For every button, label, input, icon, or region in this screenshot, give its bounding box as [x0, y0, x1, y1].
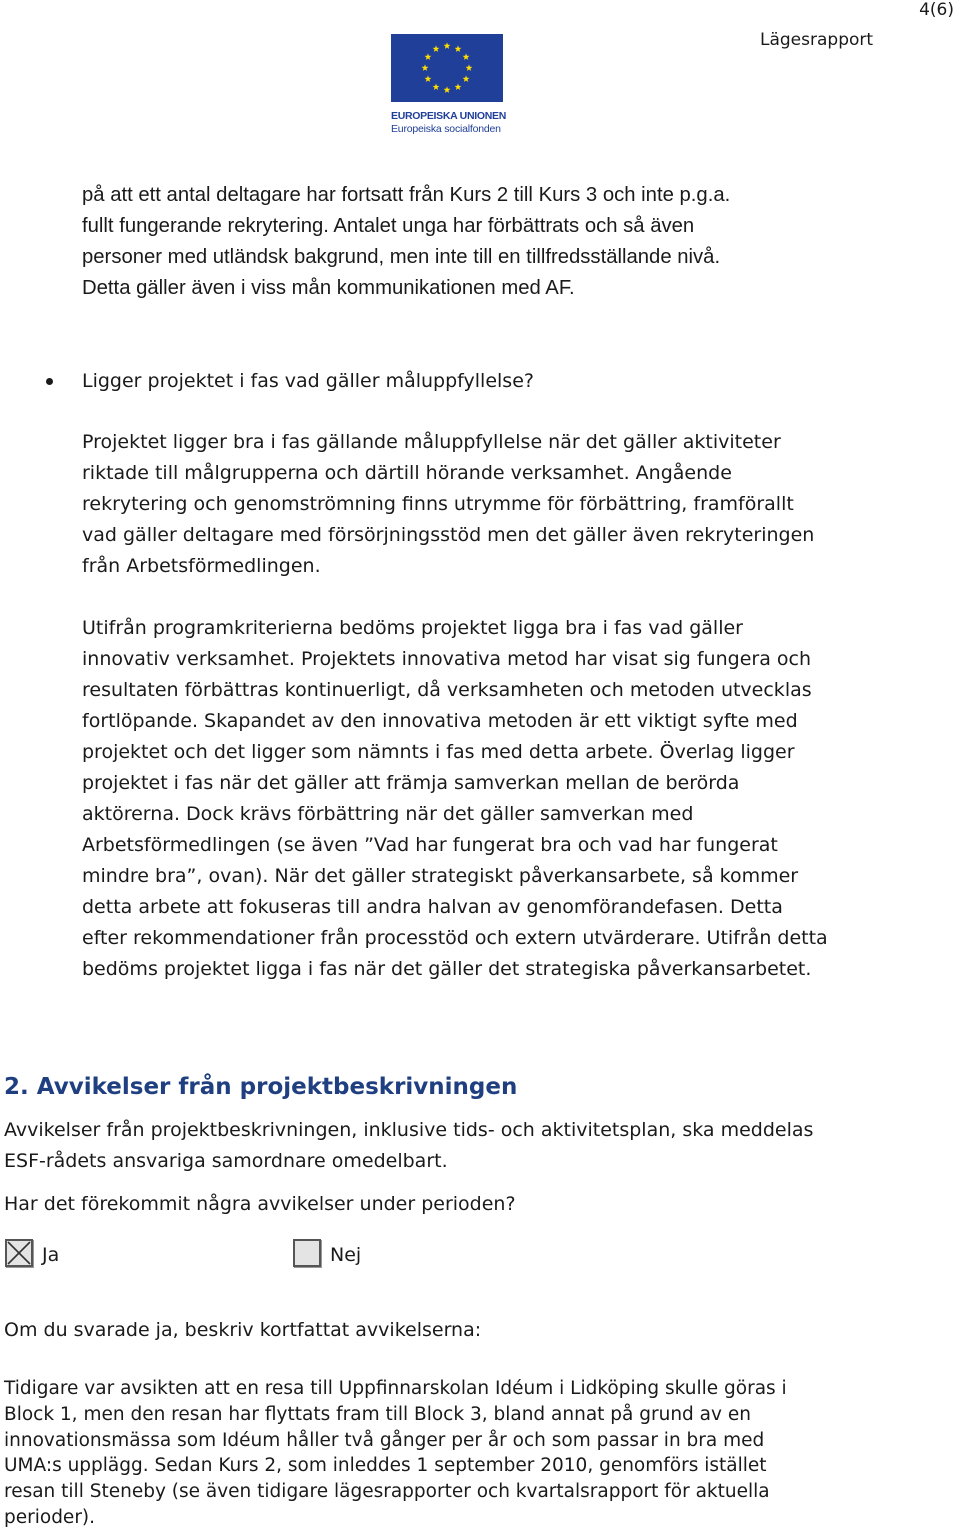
- section-heading: 2. Avvikelser från projektbeskrivningen: [4, 1074, 518, 1100]
- text-line: från Arbetsförmedlingen.: [82, 555, 321, 577]
- text-line: projektet och det ligger som nämnts i fas med detta arbete. Överlag ligger: [82, 741, 795, 763]
- star-icon: [433, 45, 440, 52]
- text-line: Utifrån programkriterierna bedöms projektet ligga bra i fas vad gäller: [82, 617, 743, 639]
- text-line: bedöms projektet ligga i fas när det gäller det strategiska påverkansarbetet.: [82, 958, 812, 980]
- checkbox-nej-label: Nej: [330, 1244, 362, 1266]
- text-line: aktörerna. Dock krävs förbättring när det gäller samverkan med: [82, 803, 694, 825]
- checkbox-ja-label: Ja: [42, 1244, 60, 1266]
- text-line: på att ett antal deltagare har fortsatt från Kurs 2 till Kurs 3 och inte p.g.a.: [82, 184, 731, 206]
- star-icon: [425, 75, 432, 82]
- logo-line-2: Europeiska socialfonden: [391, 123, 501, 135]
- text-line: riktade till målgrupperna och därtill hörande verksamhet. Angående: [82, 462, 732, 484]
- star-icon: [422, 64, 429, 71]
- text-line: innovationsmässa som Idéum håller två gånger per år och som passar in bra med: [4, 1429, 765, 1451]
- star-icon: [463, 53, 470, 60]
- paragraph-3: [82, 613, 942, 985]
- text-line: rekrytering och genomströmning finns utrymme för förbättring, framförallt: [82, 493, 794, 515]
- text-line: ESF-rådets ansvariga samordnare omedelbart.: [4, 1150, 448, 1172]
- star-icon: [455, 45, 462, 52]
- text-line: vad gäller deltagare med försörjningsstöd men det gäller även rekryteringen: [82, 524, 815, 546]
- text-line: fortlöpande. Skapandet av den innovativa metoden är ett viktigt syfte med: [82, 710, 798, 732]
- paragraph-1: [82, 180, 942, 304]
- star-icon: [433, 83, 440, 90]
- star-icon: [444, 86, 451, 93]
- text-line: mindre bra”, ovan). När det gäller strategiskt påverkansarbete, så kommer: [82, 865, 799, 887]
- text-line: personer med utländsk bakgrund, men inte till en tillfredsställande nivå.: [82, 246, 721, 268]
- followup-question: Om du svarade ja, beskriv kortfattat avvikelserna:: [4, 1319, 482, 1341]
- text-line: fullt fungerande rekrytering. Antalet unga har förbättrats och så även: [82, 215, 695, 237]
- star-icon: [466, 64, 473, 71]
- star-icon: [455, 83, 462, 90]
- running-title: Lägesrapport: [760, 30, 874, 50]
- star-icon: [444, 42, 451, 49]
- bullet-icon: [46, 378, 53, 385]
- text-line: Detta gäller även i viss mån kommunikationen med AF.: [82, 277, 575, 299]
- text-line: UMA:s upplägg. Sedan Kurs 2, som inleddes 1 september 2010, genomförs istället: [4, 1455, 767, 1477]
- checkbox-nej[interactable]: [293, 1239, 321, 1267]
- question-goal-fulfilment: Ligger projektet i fas vad gäller måluppfyllelse?: [82, 370, 534, 392]
- text-line: efter rekommendationer från processtöd och extern utvärderare. Utifrån detta: [82, 927, 828, 949]
- checkbox-ja[interactable]: [5, 1239, 33, 1267]
- question-deviations: Har det förekommit några avvikelser under perioden?: [4, 1193, 516, 1215]
- text-line: resan till Steneby (se även tidigare lägesrapporter och kvartalsrapport för aktuella: [4, 1481, 770, 1503]
- text-line: Projektet ligger bra i fas gällande måluppfyllelse när det gäller aktiviteter: [82, 431, 781, 453]
- text-line: Tidigare var avsikten att en resa till Uppfinnarskolan Idéum i Lidköping skulle göras i: [4, 1378, 787, 1399]
- eu-logo: [391, 34, 506, 136]
- page-number: 4(6): [919, 0, 954, 20]
- eu-flag: [391, 34, 503, 102]
- text-line: projektet i fas när det gäller att främja samverkan mellan de berörda: [82, 772, 740, 794]
- text-line: resultaten förbättras kontinuerligt, då verksamheten och metoden utvecklas: [82, 679, 812, 701]
- text-line: perioder).: [4, 1506, 96, 1528]
- star-icon: [425, 53, 432, 60]
- deviation-answer: [4, 1376, 954, 1531]
- section-intro: [4, 1115, 944, 1177]
- text-line: Arbetsförmedlingen (se även ”Vad har fungerat bra och vad har fungerat: [82, 834, 778, 856]
- star-icon: [463, 75, 470, 82]
- eu-stars-icon: [391, 34, 503, 102]
- checkmark-cross-icon: [7, 1241, 31, 1265]
- logo-line-1: EUROPEISKA UNIONEN: [391, 110, 506, 122]
- paragraph-2: [82, 427, 942, 582]
- text-line: detta arbete att fokuseras till andra halvan av genomförandefasen. Detta: [82, 896, 783, 918]
- text-line: innovativ verksamhet. Projektets innovativa metod har visat sig fungera och: [82, 648, 811, 670]
- text-line: Block 1, men den resan har flyttats fram till Block 3, bland annat på grund av en: [4, 1403, 751, 1425]
- text-line: Avvikelser från projektbeskrivningen, inklusive tids- och aktivitetsplan, ska meddelas: [4, 1119, 814, 1141]
